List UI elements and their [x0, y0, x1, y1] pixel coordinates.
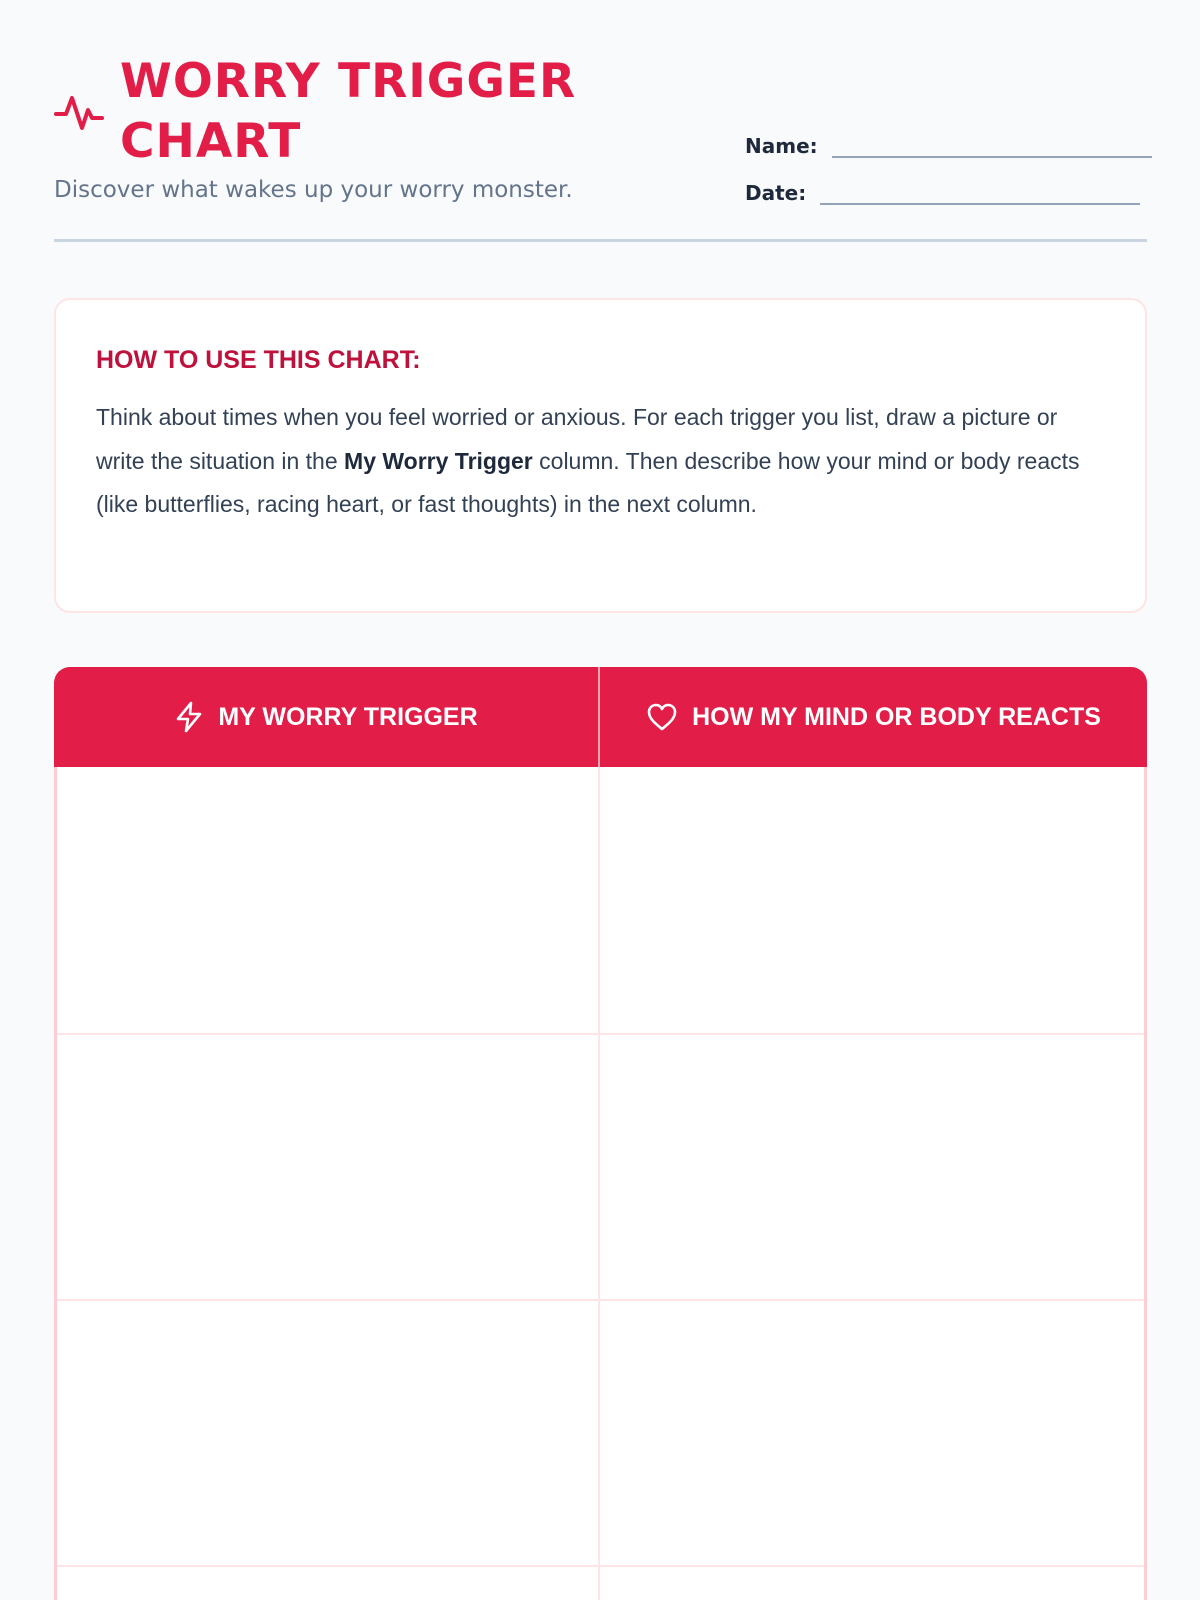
- instructions-heading: HOW TO USE THIS CHART:: [96, 346, 421, 374]
- heart-icon: [646, 702, 678, 732]
- page-title: WORRY TRIGGER CHART: [120, 54, 577, 169]
- instructions-text: [96, 396, 1105, 527]
- instructions-text-end: column. Then describe how your mind or body reacts (like butterflies, racing heart, or fast thoughts) in the next column.: [96, 447, 1080, 517]
- instructions-card: [54, 298, 1147, 613]
- name-field[interactable]: [745, 134, 1152, 158]
- instructions-text-start: Think about times when you feel worried or anxious. For each trigger you list, draw a picture or write the situation in the: [96, 404, 1058, 474]
- reaction-cell[interactable]: [600, 1033, 1144, 1299]
- instructions-text-bold: My Worry Trigger: [344, 447, 533, 474]
- reaction-cell[interactable]: [600, 1565, 1144, 1600]
- page-subtitle: Discover what wakes up your worry monster.: [54, 177, 573, 203]
- table-row: [57, 767, 1144, 1035]
- column-header-trigger-label: MY WORRY TRIGGER: [218, 702, 478, 731]
- trigger-cell[interactable]: [57, 1565, 600, 1600]
- page-header: [54, 52, 1147, 242]
- column-header-reaction-label: HOW MY MIND OR BODY REACTS: [692, 702, 1101, 731]
- name-input-line[interactable]: [832, 134, 1152, 158]
- table-header: [54, 667, 1147, 767]
- date-field[interactable]: [745, 181, 1140, 205]
- date-label: Date:: [745, 181, 807, 205]
- reaction-cell[interactable]: [600, 1299, 1144, 1565]
- trigger-cell[interactable]: [57, 1299, 600, 1565]
- reaction-cell[interactable]: [600, 767, 1144, 1033]
- name-label: Name:: [745, 134, 818, 158]
- table-body: [54, 767, 1147, 1600]
- pulse-icon: [54, 88, 104, 138]
- trigger-cell[interactable]: [57, 1033, 600, 1299]
- column-header-trigger: [54, 667, 600, 767]
- table-row: [57, 1565, 1144, 1600]
- date-input-line[interactable]: [820, 181, 1140, 205]
- worry-trigger-table: [54, 667, 1147, 1600]
- trigger-cell[interactable]: [57, 767, 600, 1033]
- lightning-icon: [174, 701, 204, 733]
- table-row: [57, 1299, 1144, 1567]
- table-row: [57, 1033, 1144, 1301]
- column-header-reaction: [600, 667, 1147, 767]
